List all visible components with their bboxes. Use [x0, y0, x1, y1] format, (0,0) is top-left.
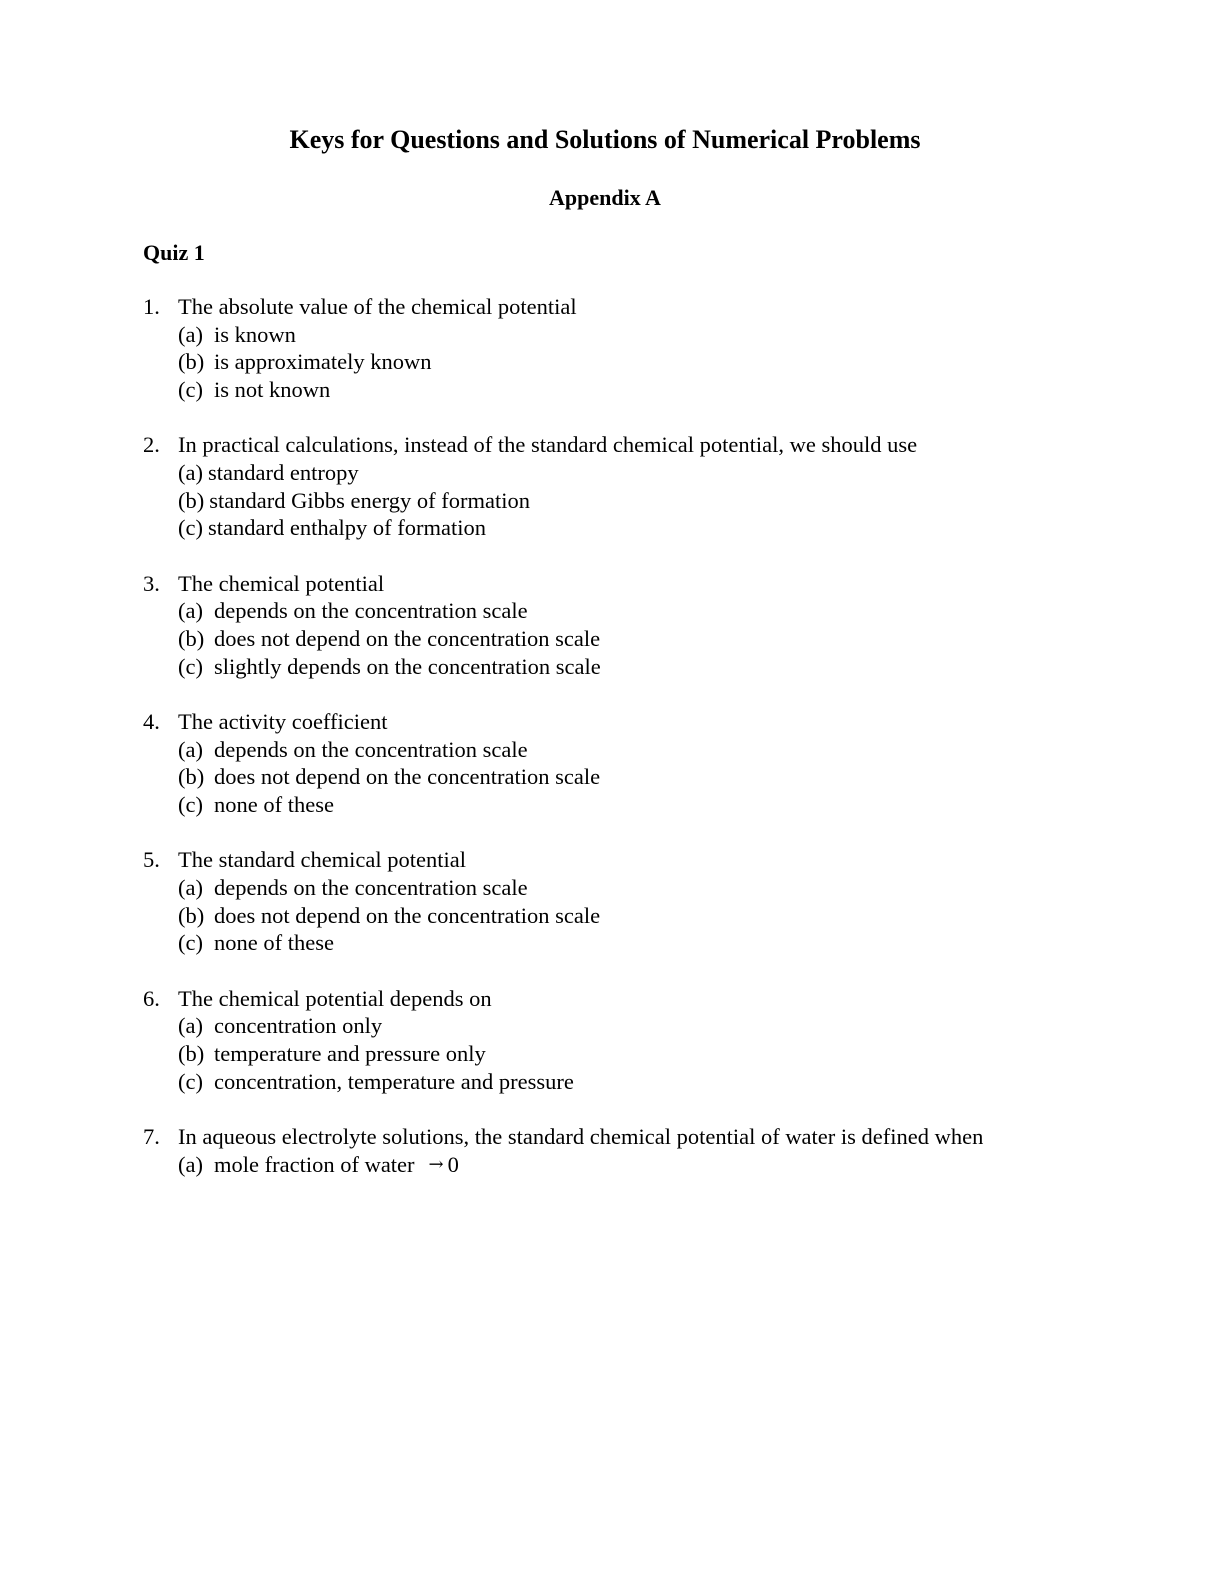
question-4 — [143, 708, 1143, 819]
option-a — [178, 597, 1143, 625]
option-c — [178, 376, 1143, 404]
question-stem — [143, 985, 1143, 1013]
option-text: slightly depends on the concentration scale — [214, 653, 601, 679]
question-number: 3. — [143, 570, 160, 596]
option-text: does not depend on the concentration scale — [214, 902, 601, 928]
option-label: (b) — [178, 1040, 205, 1066]
option-label: (c) — [178, 930, 203, 956]
option-label: (a) — [178, 1151, 203, 1177]
option-label: (b) — [178, 487, 205, 513]
option-c — [178, 653, 1143, 681]
option-label: (a) — [178, 598, 203, 624]
option-text: is known — [214, 321, 296, 347]
option-text: mole fraction of water — [214, 1151, 415, 1177]
option-text: none of these — [214, 930, 334, 956]
option-label: (a) — [178, 736, 203, 762]
option-c — [178, 929, 1143, 957]
option-text: standard Gibbs energy of formation — [209, 487, 531, 513]
option-list — [143, 1012, 1143, 1095]
question-text: The absolute value of the chemical potential — [178, 294, 577, 319]
question-text: The standard chemical potential — [178, 847, 467, 873]
option-a — [178, 736, 1143, 764]
option-label: (b) — [178, 626, 205, 652]
question-6 — [143, 985, 1143, 1096]
question-text: In practical calculations, instead of the standard chemical potential, we should use — [178, 432, 918, 458]
option-list — [143, 736, 1143, 819]
option-b — [178, 625, 1143, 653]
option-b — [178, 487, 1143, 515]
option-list — [143, 459, 1143, 542]
option-c — [178, 514, 1143, 542]
option-text: concentration only — [214, 1013, 383, 1039]
option-text: depends on the concentration scale — [214, 598, 528, 624]
option-text: standard enthalpy of formation — [207, 515, 487, 541]
option-a — [178, 1151, 1143, 1179]
option-list — [143, 1151, 1143, 1179]
option-label: (c) — [178, 377, 203, 403]
option-b — [178, 902, 1143, 930]
quiz-title: Quiz 1 — [143, 240, 205, 265]
option-text: none of these — [214, 792, 334, 818]
option-a — [178, 459, 1143, 487]
option-text: concentration, temperature and pressure — [214, 1068, 574, 1094]
question-number: 1. — [143, 294, 160, 319]
option-c — [178, 1068, 1143, 1096]
question-number: 5. — [143, 847, 160, 873]
limit-value: 0 — [447, 1151, 459, 1177]
option-list — [143, 321, 1143, 404]
question-list — [143, 293, 1143, 1206]
option-text: does not depend on the concentration scale — [214, 764, 601, 790]
option-a — [178, 321, 1143, 349]
option-text: is approximately known — [214, 349, 432, 375]
option-text: standard entropy — [207, 460, 359, 486]
question-stem — [143, 293, 1143, 321]
option-text: depends on the concentration scale — [214, 874, 528, 900]
question-1 — [143, 293, 1143, 404]
right-arrow-icon: → — [428, 1153, 444, 1175]
question-3 — [143, 570, 1143, 681]
question-text: In aqueous electrolyte solutions, the standard chemical potential of water is defined when — [178, 1123, 984, 1149]
question-stem — [143, 570, 1143, 598]
question-stem — [143, 431, 1143, 459]
option-label: (c) — [178, 792, 203, 818]
option-list — [143, 597, 1143, 680]
option-label: (c) — [178, 1068, 203, 1094]
question-number: 6. — [143, 985, 160, 1011]
question-stem — [143, 708, 1143, 736]
question-stem — [143, 1123, 1143, 1151]
option-b — [178, 763, 1143, 791]
page-title: Keys for Questions and Solutions of Numerical Problems — [289, 125, 921, 154]
option-label: (b) — [178, 349, 205, 375]
question-text: The chemical potential depends on — [178, 985, 492, 1011]
option-label: (c) — [178, 515, 203, 541]
option-text: is not known — [214, 377, 331, 403]
option-text: does not depend on the concentration scale — [214, 626, 601, 652]
question-stem — [143, 846, 1143, 874]
option-label: (a) — [178, 1013, 203, 1039]
option-a — [178, 1012, 1143, 1040]
question-number: 4. — [143, 708, 160, 734]
question-7 — [143, 1123, 1143, 1178]
option-label: (c) — [178, 653, 203, 679]
appendix-title: Appendix A — [549, 185, 661, 210]
option-b — [178, 348, 1143, 376]
option-c — [178, 791, 1143, 819]
question-5 — [143, 846, 1143, 957]
option-a — [178, 874, 1143, 902]
option-label: (b) — [178, 902, 205, 928]
option-b — [178, 1040, 1143, 1068]
question-text: The chemical potential — [178, 570, 385, 596]
option-label: (b) — [178, 764, 205, 790]
question-2 — [143, 431, 1143, 542]
option-label: (a) — [178, 321, 203, 347]
option-text: temperature and pressure only — [214, 1040, 486, 1066]
question-text: The activity coefficient — [178, 708, 388, 734]
option-text: depends on the concentration scale — [214, 736, 528, 762]
option-label: (a) — [178, 874, 203, 900]
question-number: 2. — [143, 432, 160, 458]
option-list — [143, 874, 1143, 957]
option-label: (a) — [178, 460, 203, 486]
question-number: 7. — [143, 1123, 160, 1149]
